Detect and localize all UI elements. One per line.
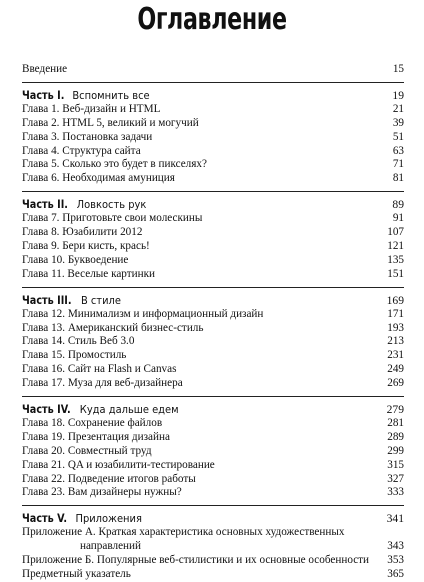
toc-chapter-7[interactable] (22, 212, 404, 226)
toc-chapter-6[interactable] (22, 172, 404, 186)
toc-chapter-16[interactable] (22, 363, 404, 377)
toc-page-number: 71 (392, 158, 404, 171)
toc-entry-introduction[interactable] (22, 63, 404, 77)
toc-entry-label: Глава 17. Муза для веб-дизайнера (22, 377, 183, 390)
toc-appendix-a-continued[interactable] (22, 540, 404, 554)
part-title: Ловкость рук (76, 198, 147, 212)
divider (22, 82, 404, 83)
toc-entry-label: Глава 7. Приготовьте свои молескины (22, 212, 203, 225)
toc-entry-label: Глава 22. Подведение итогов работы (22, 472, 196, 485)
toc-entry-label: Глава 4. Структура сайта (22, 144, 141, 157)
table-of-contents (22, 63, 404, 582)
part-title: В стиле (80, 293, 121, 307)
toc-part-heading-2[interactable] (22, 197, 404, 212)
toc-entry-label-continued: направлений (80, 540, 141, 553)
toc-entry-label: Глава 3. Постановка задачи (22, 130, 153, 143)
toc-entry-label: Приложение Б. Популярные веб-стилистики и их основные особенности (22, 554, 370, 567)
toc-entry-label: Глава 2. HTML 5, великий и могучий (22, 116, 199, 129)
toc-entry-label: Введение (22, 63, 68, 75)
toc-entry-label: Глава 5. Сколько это будет в пикселях? (22, 158, 207, 171)
toc-page-number: 289 (387, 430, 404, 443)
toc-entry-label: Глава 6. Необходимая амуниция (22, 172, 175, 185)
toc-entry-label: Глава 11. Веселые картинки (22, 267, 156, 280)
divider (22, 505, 404, 506)
part-number: Часть III. (22, 292, 72, 307)
toc-entry-label: Глава 9. Бери кисть, крась! (22, 240, 150, 253)
toc-chapter-8[interactable] (22, 226, 404, 240)
toc-entry-label: Глава 16. Сайт на Flash и Canvas (22, 363, 177, 376)
toc-entry-label: Глава 1. Веб-дизайн и HTML (22, 102, 161, 115)
toc-entry-label: Глава 21. QA и юзабилити-тестирование (22, 458, 215, 471)
toc-page-number: 19 (392, 88, 404, 102)
toc-entry-label: Глава 14. Стиль Веб 3.0 (22, 335, 135, 348)
toc-entry-label: Глава 18. Сохранение файлов (22, 417, 163, 430)
toc-entry-label: Глава 20. Совместный труд (22, 444, 152, 457)
toc-page-number: 135 (387, 253, 404, 266)
toc-page-number: 81 (392, 172, 404, 185)
toc-page-number: 327 (387, 472, 404, 485)
toc-chapter-4[interactable] (22, 145, 404, 159)
part-number: Часть II. (22, 197, 68, 212)
toc-chapter-23[interactable] (22, 486, 404, 500)
toc-entry-label: Глава 23. Вам дизайнеры нужны? (22, 486, 182, 499)
toc-chapter-15[interactable] (22, 349, 404, 363)
toc-entry-label: Предметный указатель (22, 568, 131, 581)
toc-chapter-20[interactable] (22, 445, 404, 459)
toc-chapter-13[interactable] (22, 322, 404, 336)
toc-page-number: 353 (387, 554, 404, 567)
toc-chapter-3[interactable] (22, 131, 404, 145)
toc-part-heading-1[interactable] (22, 88, 404, 103)
divider (22, 396, 404, 397)
toc-entry-label: Глава 15. Промостиль (22, 349, 127, 362)
toc-chapter-17[interactable] (22, 377, 404, 391)
toc-page-number: 213 (387, 335, 404, 348)
toc-page-number: 91 (392, 212, 404, 225)
page-title: Оглавление (137, 2, 287, 37)
toc-page-number: 51 (392, 130, 404, 143)
toc-part-heading-3[interactable] (22, 293, 404, 308)
toc-page-number: 333 (387, 486, 404, 499)
toc-page-number: 39 (392, 116, 404, 129)
toc-subject-index[interactable] (22, 568, 404, 582)
toc-chapter-22[interactable] (22, 473, 404, 487)
toc-page-number: 121 (387, 240, 404, 253)
part-title: Приложения (75, 512, 142, 526)
toc-chapter-1[interactable] (22, 103, 404, 117)
toc-chapter-5[interactable] (22, 158, 404, 172)
part-number: Часть V. (22, 511, 68, 526)
toc-page-number: 365 (387, 568, 404, 581)
toc-appendix-a[interactable] (22, 526, 404, 540)
toc-chapter-12[interactable] (22, 308, 404, 322)
toc-page-number: 15 (392, 63, 404, 75)
toc-page-number: 269 (387, 377, 404, 390)
toc-entry-label: Приложение А. Краткая характеристика основных художественных (22, 526, 345, 539)
toc-chapter-9[interactable] (22, 240, 404, 254)
toc-chapter-18[interactable] (22, 417, 404, 431)
toc-page-number: 107 (387, 226, 404, 239)
toc-page-number: 193 (387, 321, 404, 334)
divider (22, 287, 404, 288)
toc-entry-label: Глава 12. Минимализм и информационный дизайн (22, 307, 264, 320)
toc-page-number: 231 (387, 349, 404, 362)
toc-page-number: 299 (387, 444, 404, 457)
toc-page-number: 279 (386, 403, 404, 417)
toc-chapter-11[interactable] (22, 268, 404, 282)
toc-chapter-19[interactable] (22, 431, 404, 445)
divider (22, 191, 404, 192)
toc-appendix-b[interactable] (22, 554, 404, 568)
toc-entry-label: Глава 8. Юзабилити 2012 (22, 226, 143, 239)
part-title: Куда дальше едем (79, 403, 179, 417)
toc-chapter-10[interactable] (22, 254, 404, 268)
toc-page-number: 63 (392, 144, 404, 157)
toc-chapter-2[interactable] (22, 117, 404, 131)
toc-page-number: 315 (387, 458, 404, 471)
part-number: Часть IV. (22, 402, 71, 417)
toc-entry-label: Глава 13. Американский бизнес-стиль (22, 321, 204, 334)
toc-page-number: 151 (387, 267, 404, 280)
toc-part-heading-5[interactable] (22, 511, 404, 526)
toc-part-heading-4[interactable] (22, 402, 404, 417)
toc-page-number: 169 (386, 293, 404, 307)
part-number: Часть I. (22, 87, 65, 102)
toc-chapter-14[interactable] (22, 335, 404, 349)
toc-page-number: 21 (392, 102, 404, 115)
toc-page-number: 89 (392, 198, 404, 212)
toc-page-number: 249 (387, 363, 404, 376)
toc-entry-label: Глава 19. Презентация дизайна (22, 430, 170, 443)
toc-chapter-21[interactable] (22, 459, 404, 473)
toc-entry-label: Глава 10. Буквоедение (22, 253, 129, 266)
toc-page-number: 343 (387, 540, 404, 553)
toc-page-number: 171 (387, 307, 404, 320)
toc-page-number: 281 (387, 417, 404, 430)
part-title: Вспомнить все (72, 88, 150, 102)
toc-page-number: 341 (386, 512, 404, 526)
